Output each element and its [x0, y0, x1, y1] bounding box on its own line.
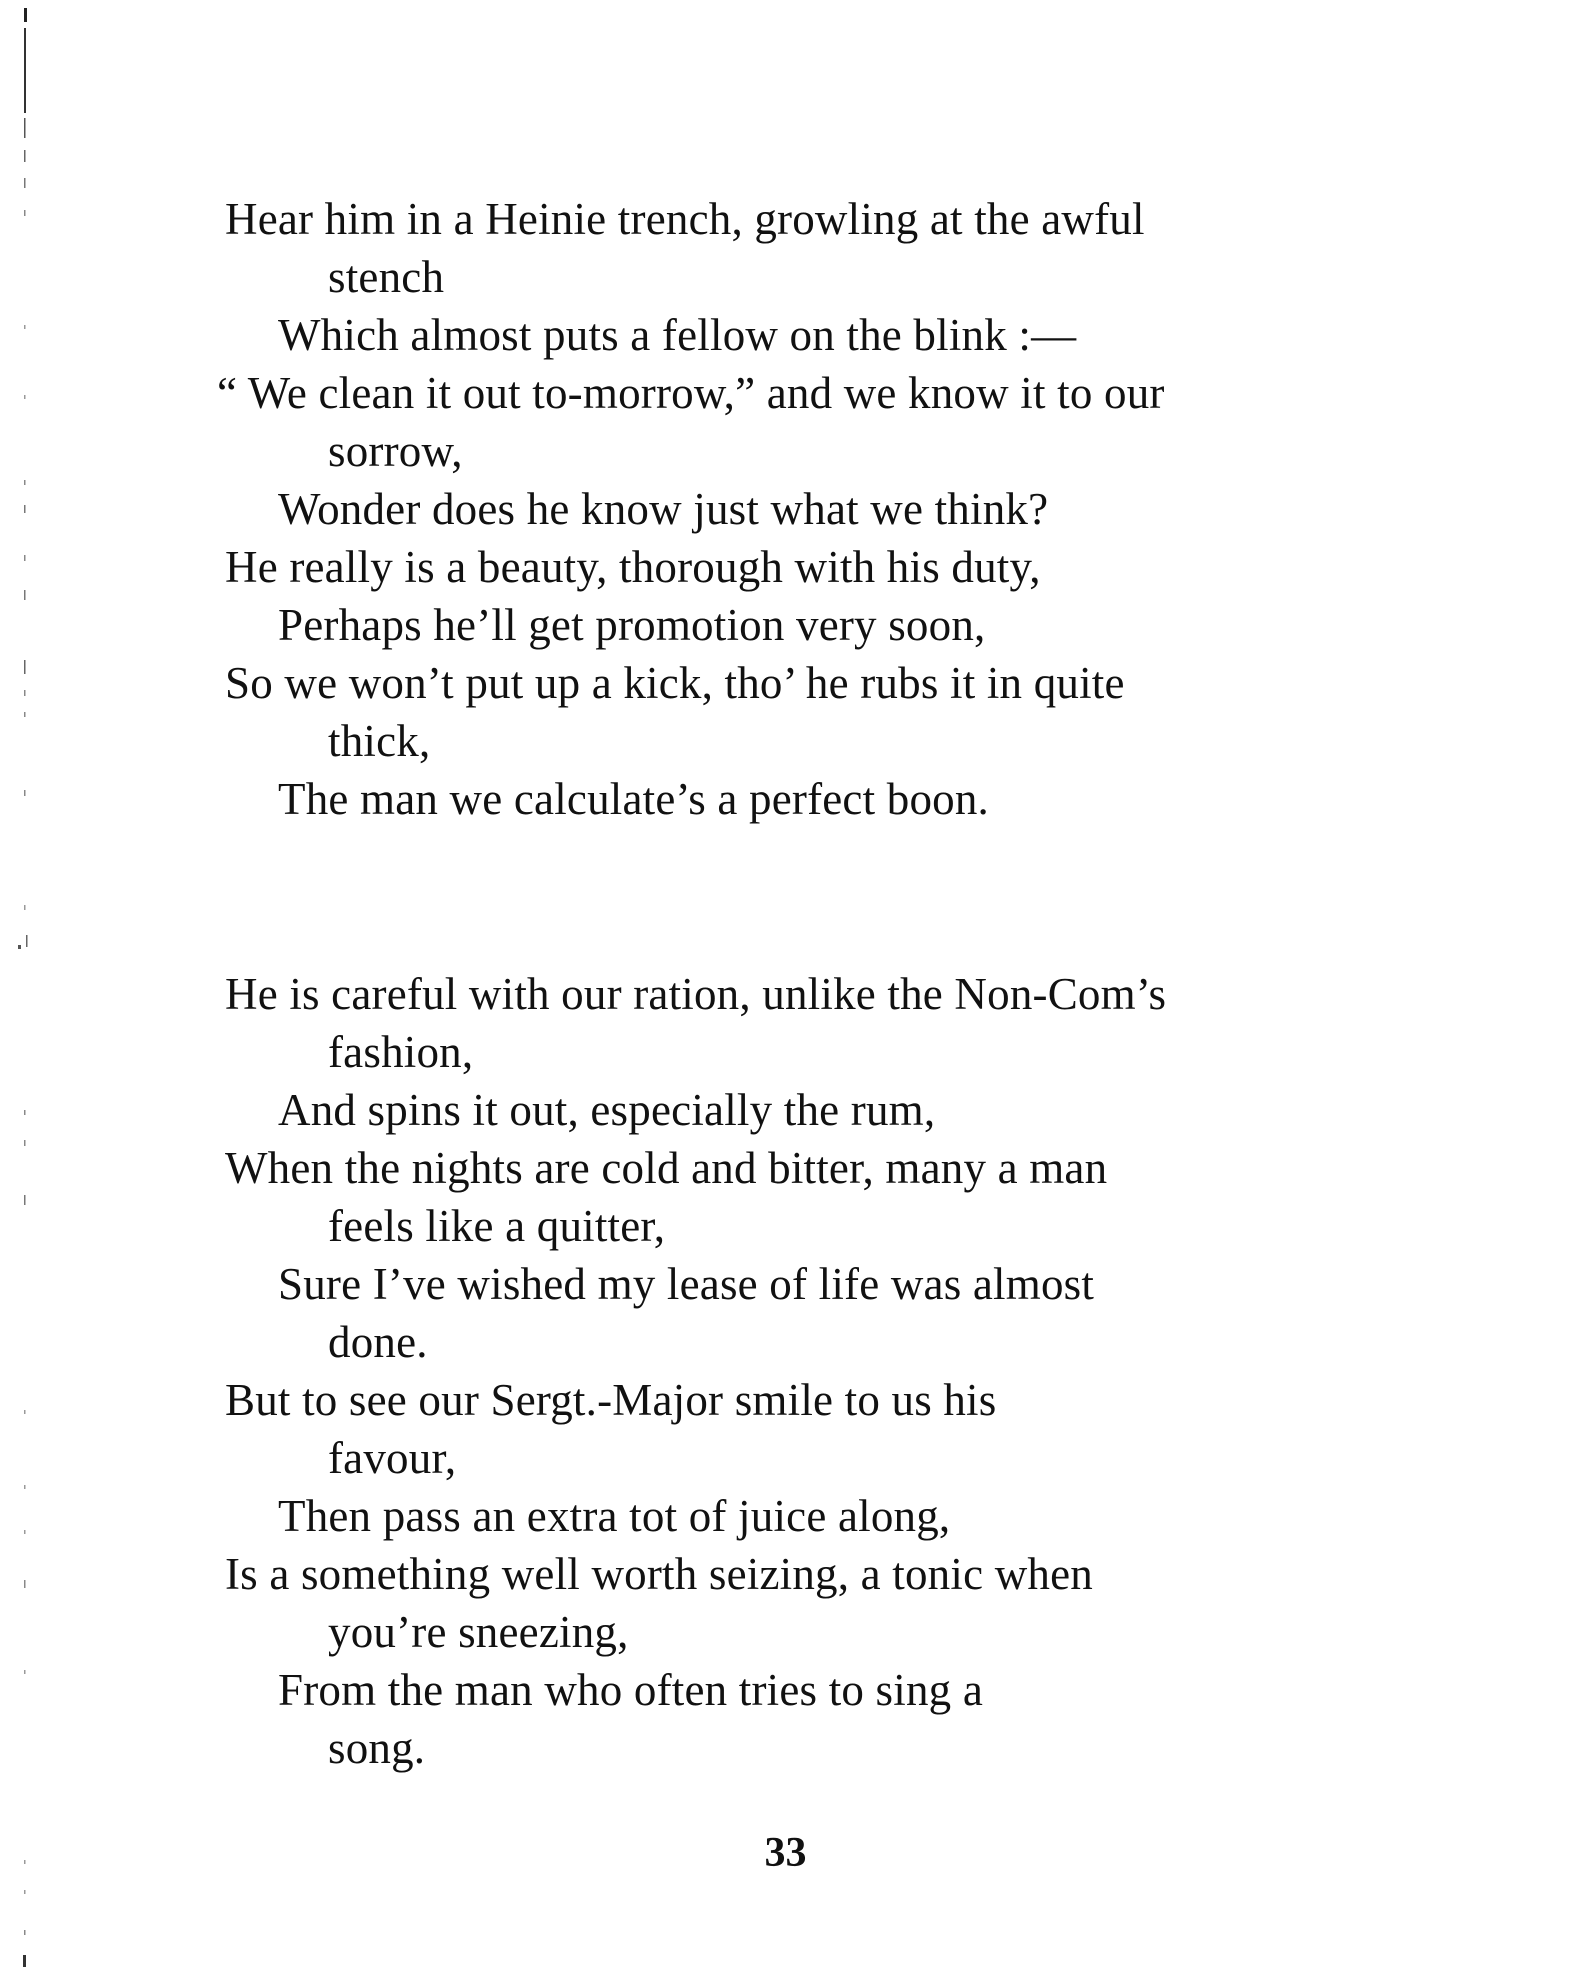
verse-line: Perhaps he’ll get promotion very soon,: [278, 600, 986, 650]
verse-line: From the man who often tries to sing a: [278, 1665, 983, 1715]
verse-text: Hear him in a Heinie trench, growling at the awful: [225, 194, 1145, 244]
verse-line: “ We clean it out to-morrow,” and we know it to our: [217, 368, 1165, 418]
verse-line-continuation: fashion,: [328, 1027, 474, 1077]
verse-line: He is careful with our ration, unlike the Non-Com’s: [225, 969, 1167, 1019]
verse-line: When the nights are cold and bitter, many a man: [225, 1143, 1108, 1193]
verse-line-continuation: stench: [328, 252, 445, 302]
verse-line: Then pass an extra tot of juice along,: [278, 1491, 951, 1541]
page-number: 33: [764, 1830, 807, 1876]
verse-line-continuation: you’re sneezing,: [328, 1607, 629, 1657]
stanza-2: [225, 965, 1345, 1777]
verse-line: So we won’t put up a kick, tho’ he rubs it in quite: [225, 658, 1125, 708]
verse-line: Which almost puts a fellow on the blink :—: [278, 310, 1077, 360]
scan-margin-marks: [18, 0, 48, 1975]
verse-line: Wonder does he know just what we think?: [278, 484, 1049, 534]
verse-line-continuation: sorrow,: [328, 426, 463, 476]
verse-line: Is a something well worth seizing, a tonic when: [225, 1549, 1093, 1599]
verse-line: He really is a beauty, thorough with his duty,: [225, 542, 1041, 592]
verse-line: The man we calculate’s a perfect boon.: [278, 774, 990, 824]
verse-line-continuation: favour,: [328, 1433, 457, 1483]
verse-line: Sure I’ve wished my lease of life was almost: [278, 1259, 1095, 1309]
stanza-1: [217, 190, 1345, 828]
verse-line-continuation: done.: [328, 1317, 428, 1367]
verse-line-continuation: song.: [328, 1723, 426, 1773]
verse-line: And spins it out, especially the rum,: [278, 1085, 936, 1135]
verse-line-continuation: thick,: [328, 716, 431, 766]
verse-line: But to see our Sergt.-Major smile to us his: [225, 1375, 997, 1425]
verse-line: [225, 190, 1345, 248]
verse-line-continuation: feels like a quitter,: [328, 1201, 666, 1251]
